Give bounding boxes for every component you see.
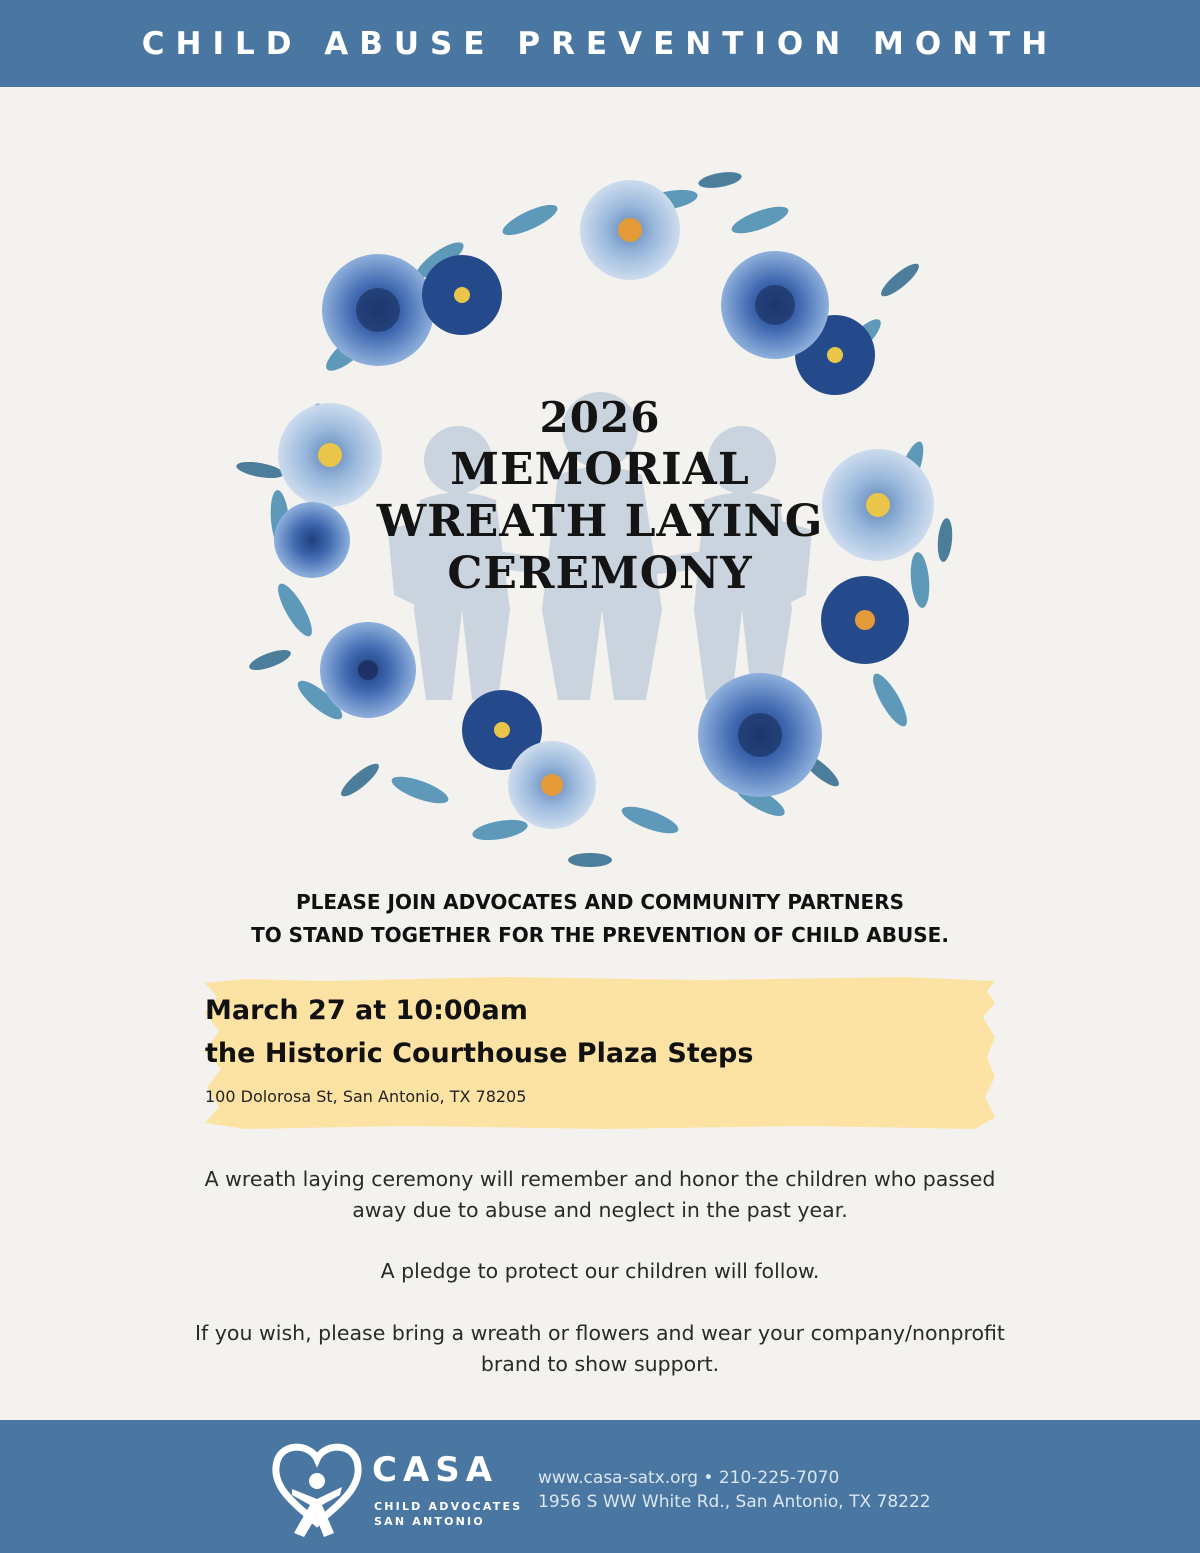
event-address: 100 Dolorosa St, San Antonio, TX 78205 xyxy=(205,1087,527,1106)
paragraph-pledge: A pledge to protect our children will follow. xyxy=(380,1259,820,1283)
contact-website-phone[interactable]: www.casa-satx.org • 210-225-7070 xyxy=(538,1468,840,1488)
casa-logo-word: CASA xyxy=(372,1450,499,1490)
ceremony-title-line-1: MEMORIAL xyxy=(450,444,750,495)
contact-address: 1956 S WW White Rd., San Antonio, TX 78222 xyxy=(538,1492,931,1512)
casa-logo-subtitle-2: SAN ANTONIO xyxy=(374,1515,485,1528)
invitation-text xyxy=(100,886,1100,952)
event-details-box xyxy=(205,977,995,1129)
paragraph-remembrance-line-1: A wreath laying ceremony will remember and honor the children who passed xyxy=(204,1167,996,1191)
event-location: the Historic Courthouse Plaza Steps xyxy=(205,1038,754,1069)
ceremony-year: 2026 xyxy=(539,393,661,442)
paragraph-support xyxy=(140,1318,1060,1380)
footer xyxy=(0,1420,1200,1553)
ceremony-title-line-3: CEREMONY xyxy=(447,548,753,599)
casa-logo-subtitle-1: CHILD ADVOCATES xyxy=(374,1500,523,1513)
paragraph-remembrance xyxy=(140,1164,1060,1226)
ceremony-title-line-2: WREATH LAYING xyxy=(376,496,824,547)
paragraph-remembrance-line-2: away due to abuse and neglect in the past year. xyxy=(352,1198,848,1222)
banner-title: CHILD ABUSE PREVENTION MONTH xyxy=(141,25,1059,62)
top-banner xyxy=(0,0,1200,87)
invitation-line-1: PLEASE JOIN ADVOCATES AND COMMUNITY PARTNERS xyxy=(295,890,905,914)
casa-heart-logo-icon xyxy=(270,1437,365,1542)
ceremony-title xyxy=(300,392,900,600)
paragraph-support-line-1: If you wish, please bring a wreath or flowers and wear your company/nonprofit xyxy=(195,1321,1005,1345)
paragraph-support-line-2: brand to show support. xyxy=(480,1352,720,1376)
event-date-time: March 27 at 10:00am xyxy=(205,995,528,1026)
invitation-line-2: TO STAND TOGETHER FOR THE PREVENTION OF CHILD ABUSE. xyxy=(251,923,949,947)
